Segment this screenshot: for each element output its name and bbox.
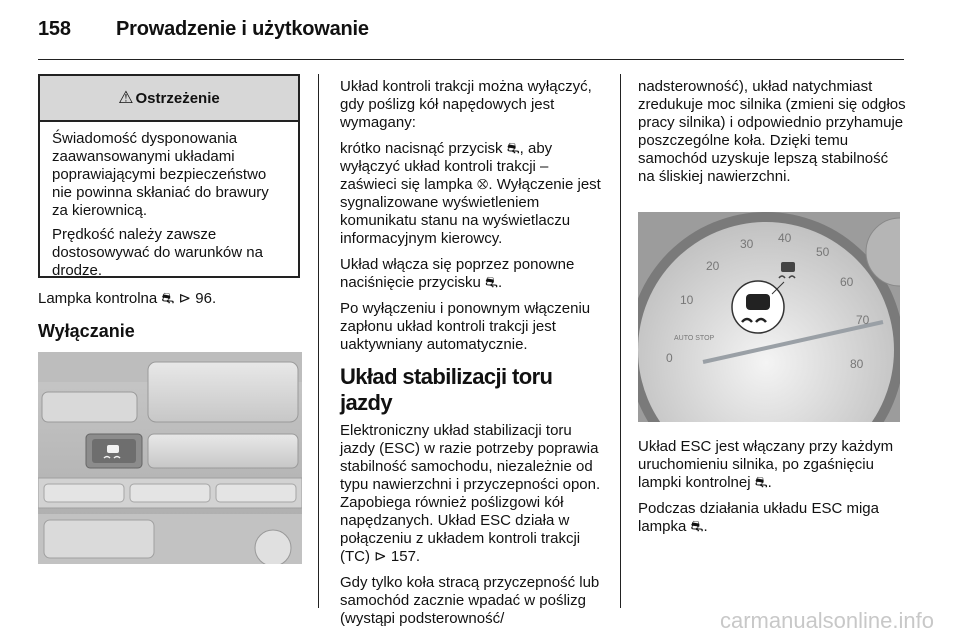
gauge-number: 0 [666, 351, 673, 365]
gauge-number: 40 [778, 231, 792, 245]
paragraph: Układ kontroli trakcji można wyłączyć, gdy poślizg kół napędowych jest wymagany: [340, 78, 592, 131]
page-header [38, 18, 369, 41]
watermark: carmanualsonline.info [719, 608, 934, 633]
paragraph: Układ ESC jest włączany przy każdym uruchomieniu silnika, po zgaśnięciu lampki kontrolnej ⛐. [638, 438, 894, 491]
warning-box [38, 74, 300, 278]
section-heading: Układ stabilizacji toru jazdy [340, 364, 553, 415]
gauge-number: 70 [856, 313, 870, 327]
paragraph: Podczas działania układu ESC miga lampka ⛐. [638, 500, 879, 535]
gauge-number: 10 [680, 293, 694, 307]
paragraph: Układ włącza się poprzez ponowne naciśnięcie przycisku ⛐. [340, 256, 575, 291]
column-divider [620, 74, 621, 608]
warning-body [40, 122, 298, 280]
gauge-number: 60 [840, 275, 854, 289]
paragraph: Gdy tylko koła stracą przyczepność lub samochód zacznie wpadać w poślizg (wystąpi podsterowność/ [340, 574, 600, 627]
gauge-number: 80 [850, 357, 864, 371]
column-1 [38, 290, 300, 340]
gauge-number: 20 [706, 259, 720, 273]
warning-triangle-icon: ⚠ [118, 88, 134, 107]
dashboard-buttons-photo [38, 352, 302, 564]
lamp-reference: Lampka kontrolna ⛐ ⊳ 96. [38, 290, 217, 307]
page-number: 158 [38, 18, 71, 40]
header-rule [38, 59, 904, 60]
column-3-bottom [638, 438, 906, 544]
gauge-number: 30 [740, 237, 754, 251]
column-divider [318, 74, 319, 608]
warning-header [40, 76, 298, 122]
warning-paragraph: Świadomość dysponowania zaawansowanymi układami poprawiającymi bezpieczeństwo nie powinna skłaniać do brawury za kierownicą. [52, 130, 269, 219]
column-3 [638, 78, 906, 194]
warning-title: Ostrzeżenie [135, 89, 220, 107]
column-2 [340, 78, 608, 636]
paragraph: krótko nacisnąć przycisk ⛐, aby wyłączyć układ kontroli trakcji – zaświeci się lampka ⛒. Wyłączenie jest sygnalizowane wyświetleniem komunikatu stanu na wyświetlaczu informacyjnym kierowcy. [340, 140, 601, 247]
section-subheading: Wyłączanie [38, 321, 135, 341]
auto-stop-label: AUTO STOP [674, 335, 715, 342]
warning-paragraph: Prędkość należy zawsze dostosowywać do warunków na drodze. [52, 226, 263, 279]
speedometer-photo [638, 212, 900, 422]
paragraph: Po wyłączeniu i ponownym włączeniu zapłonu układ kontroli trakcji jest uaktywniany automatycznie. [340, 300, 591, 353]
paragraph: nadsterowność), układ natychmiast zredukuje moc silnika (zmieni się odgłos pracy silnika) i odpowiednio przyhamuje poszczególne koła. Dzięki temu samochód uzyskuje lepszą stabilność na śliskiej nawierzchni. [638, 78, 906, 185]
page-title: Prowadzenie i użytkowanie [116, 18, 369, 40]
gauge-number: 50 [816, 245, 830, 259]
paragraph: Elektroniczny układ stabilizacji toru jazdy (ESC) w razie potrzeby poprawia stabilność samochodu, niezależnie od typu nawierzchni i przyczepności opon. Zapobiega również poślizgowi kół napędzanych. Układ ESC działa w połączeniu z układem kontroli trakcji (TC) ⊳ 157. [340, 422, 601, 565]
